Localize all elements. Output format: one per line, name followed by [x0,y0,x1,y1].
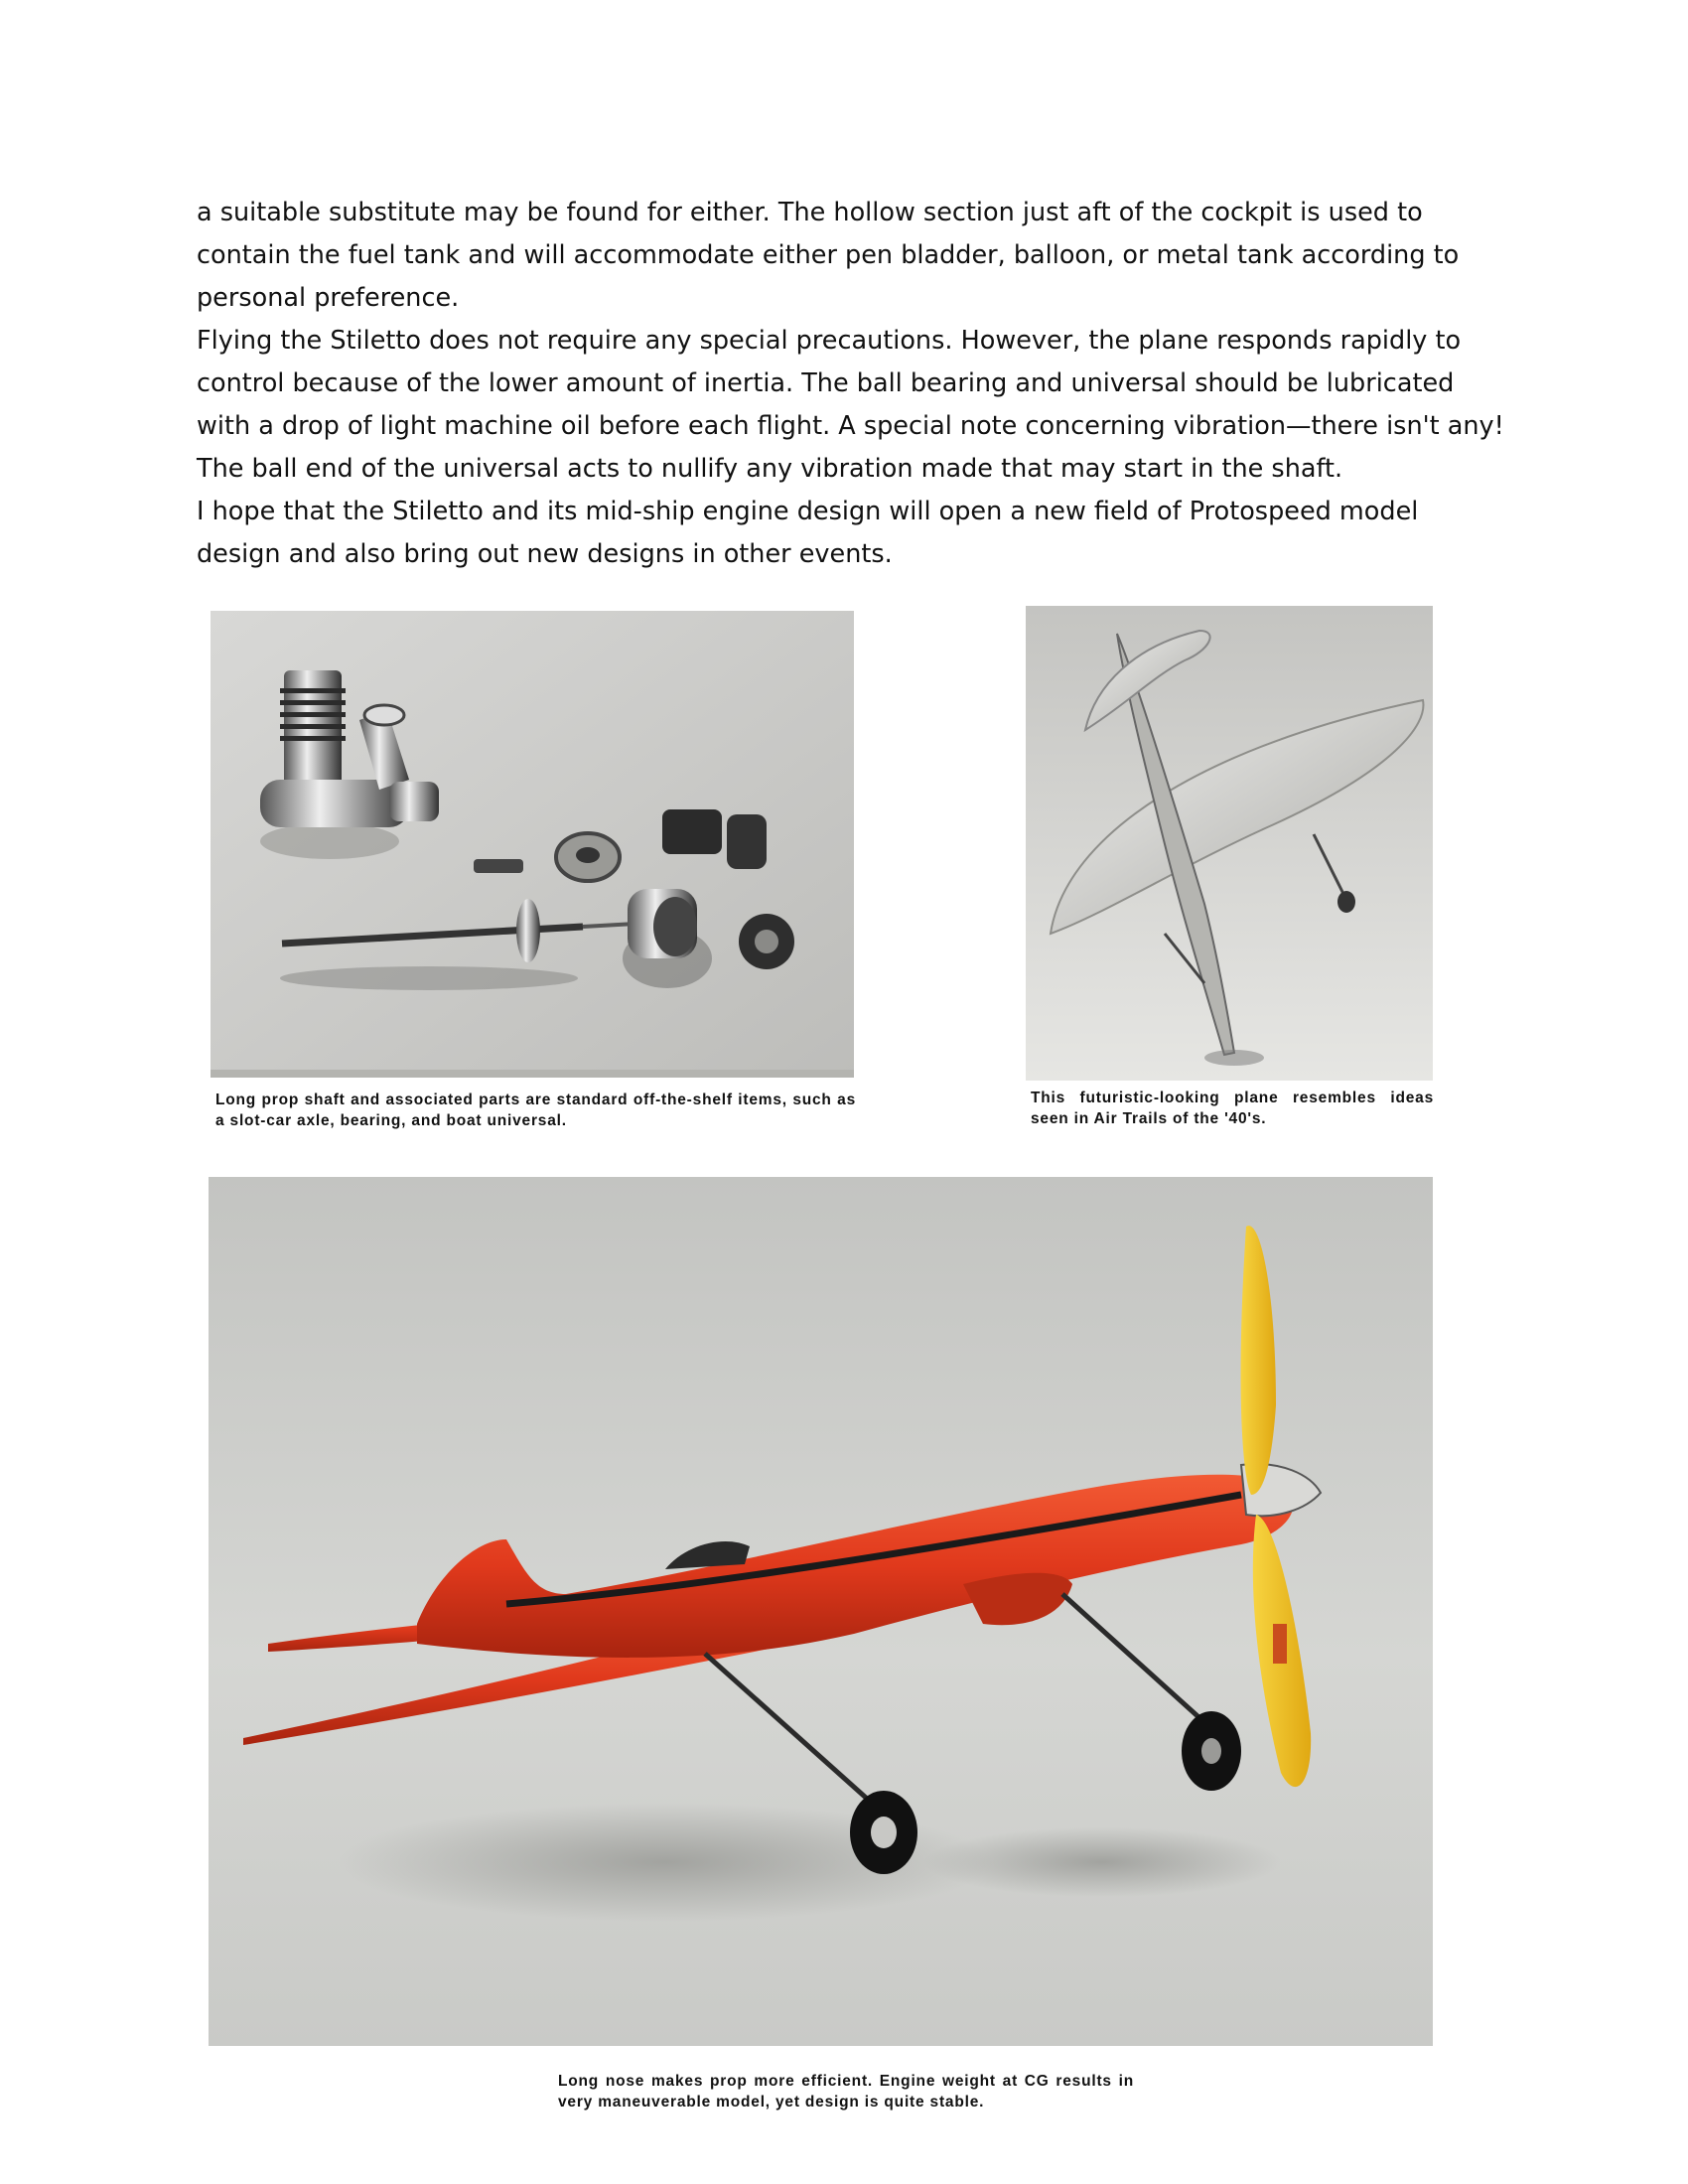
article-body [197,192,1507,576]
plane-top-photo [1026,606,1433,1081]
red-plane-caption: Long nose makes prop more efficient. Engine weight at CG results in very maneuverable model, yet design is quite stable. [558,2073,1134,2111]
paragraph-fuel-tank: a suitable substitute may be found for either. The hollow section just aft of the cockpit is used to contain the fuel tank and will accommodate either pen bladder, balloon, or metal tank according to personal preference. [197,198,1460,313]
paragraph-conclusion: I hope that the Stiletto and its mid-ship engine design will open a new field of Protospeed model design and also bring out new designs in other events. [197,497,1419,569]
red-plane-photo [209,1177,1433,2046]
engine-parts-caption: Long prop shaft and associated parts are standard off-the-shelf items, such as a slot-car axle, bearing, and boat universal. [215,1092,856,1129]
paragraph-flying: Flying the Stiletto does not require any special precautions. However, the plane responds rapidly to control because of the lower amount of inertia. The ball bearing and universal should be lubricated with a drop of light machine oil before each flight. A special note concerning vibration—there isn't any! The ball end of the universal acts to nullify any vibration made that may start in the shaft. [197,326,1504,484]
engine-parts-photo [211,611,854,1078]
plane-top-caption: This futuristic-looking plane resembles ideas seen in Air Trails of the '40's. [1031,1090,1434,1127]
